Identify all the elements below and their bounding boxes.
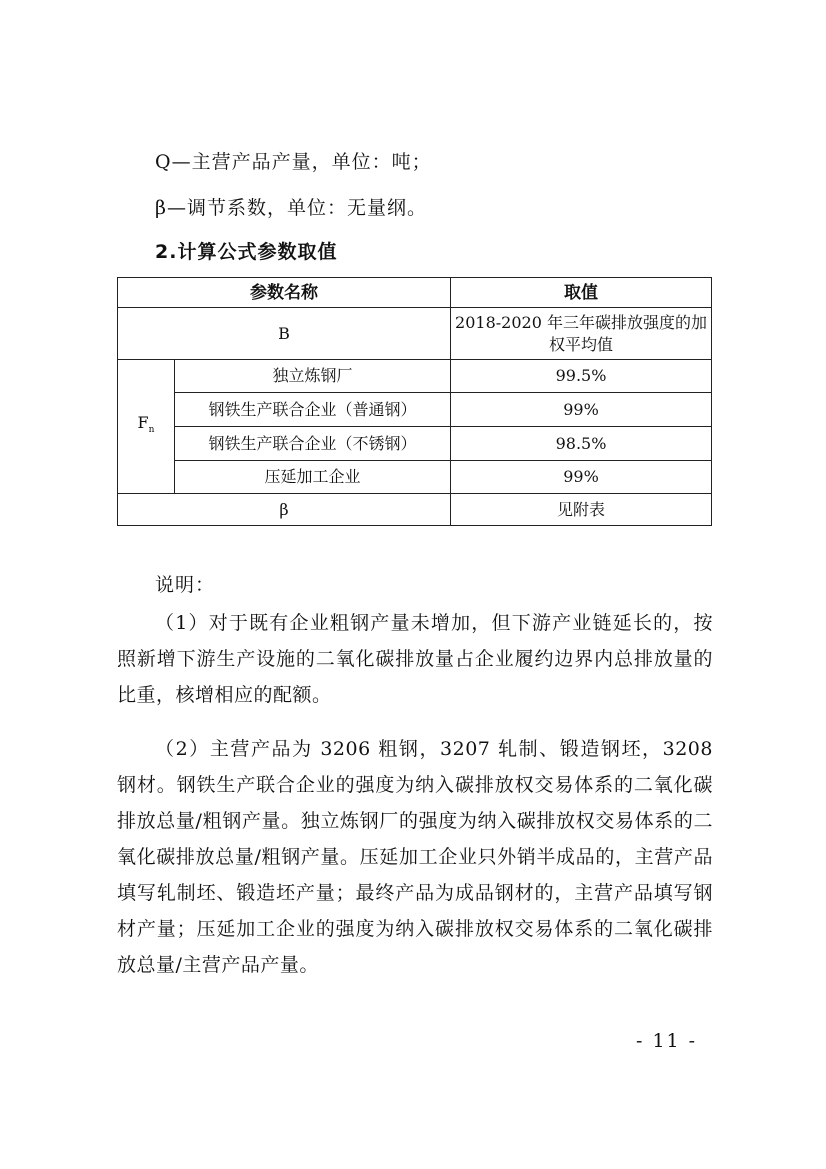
fn-name: 压延加工企业 [175,461,451,494]
table-row [118,427,712,461]
fn-name: 钢铁生产联合企业（普通钢） [175,393,451,427]
beta-name: β [118,494,451,526]
parameter-table [117,277,712,526]
fn-value: 99.5% [451,360,712,393]
page-number: - 11 - [636,1030,698,1052]
header-param-name: 参数名称 [118,278,451,308]
fn-cell [118,360,175,494]
header-value: 取值 [451,278,712,308]
table-row [118,494,712,526]
b-name: B [118,308,451,360]
table-row [118,360,712,393]
fn-value: 98.5% [451,427,712,461]
table-row [118,308,712,360]
definition-q: Q—主营产品产量，单位：吨； [155,151,432,173]
fn-value: 99% [451,393,712,427]
beta-value: 见附表 [451,494,712,526]
table-header-row [118,278,712,308]
fn-name: 钢铁生产联合企业（不锈钢） [175,427,451,461]
note-paragraph-2: （2）主营产品为 3206 粗钢，3207 轧制、锻造钢坯，3208 钢材。钢铁生产联合企业的强度为纳入碳排放权交易体系的二氧化碳排放总量/粗钢产量。独立炼钢厂的强度为纳入碳排放权交易体系的二氧化碳排放总量/粗钢产量。压延加工企业只外销半成品的，主营产品填写轧制坯、锻造坯产量；最终产品为成品钢材的，主营产品填写钢材产量；压延加工企业的强度为纳入碳排放权交易体系的二氧化碳排放总量/主营产品产量。 [117,738,713,976]
fn-label: F [137,412,149,432]
note-paragraph-1: （1）对于既有企业粗钢产量未增加，但下游产业链延长的，按照新增下游生产设施的二氧化碳排放量占企业履约边界内总排放量的比重，核增相应的配额。 [117,612,713,706]
fn-name: 独立炼钢厂 [175,360,451,393]
fn-subscript: n [148,425,155,436]
b-value: 2018-2020 年三年碳排放强度的加权平均值 [451,308,712,360]
table-row [118,393,712,427]
table-row [118,461,712,494]
definition-beta: β—调节系数，单位：无量纲。 [155,197,427,219]
section-heading: 2.计算公式参数取值 [155,241,338,263]
notes-title: 说明： [155,574,216,596]
fn-value: 99% [451,461,712,494]
